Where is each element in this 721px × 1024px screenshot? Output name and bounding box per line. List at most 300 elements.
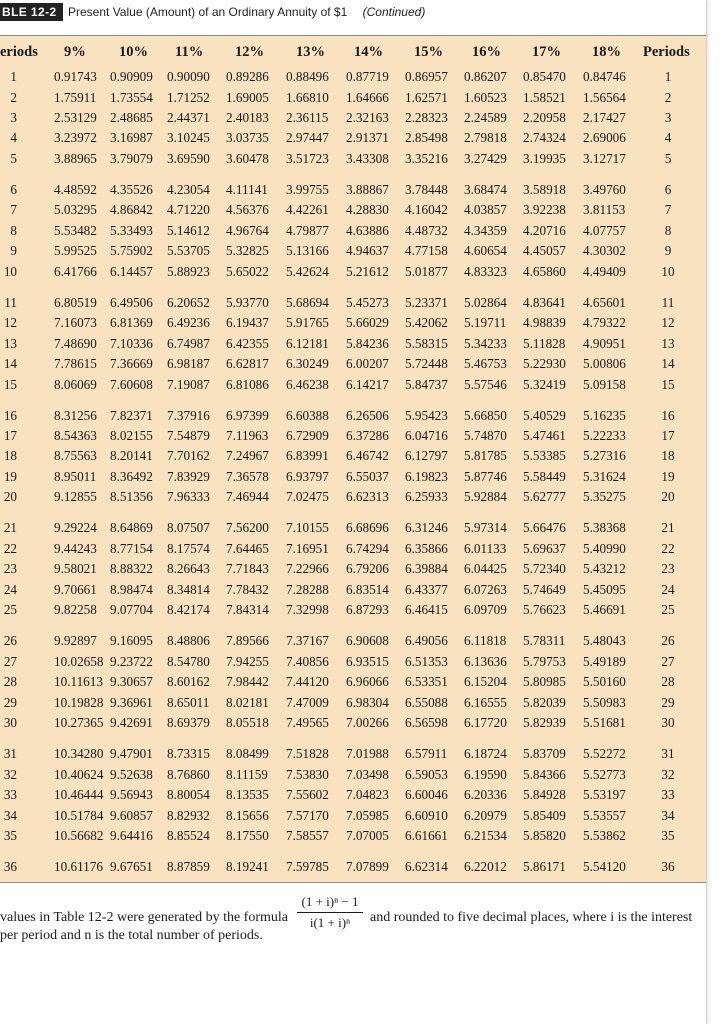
value-cell: 4.11141 [226,181,268,197]
value-cell: 5.33493 [110,222,153,238]
value-cell: 4.23054 [167,181,210,197]
value-cell: 5.57546 [464,376,507,392]
period-cell-right: 22 [661,540,675,556]
value-cell: 7.10155 [286,520,329,536]
value-cell: 6.20979 [464,807,507,823]
header-rate-16: 16% [472,44,501,60]
value-cell: 7.89566 [226,633,269,649]
value-cell: 8.36492 [110,468,153,484]
value-cell: 5.09158 [583,376,626,392]
value-cell: 6.14217 [346,376,389,392]
value-cell: 0.87719 [346,69,389,84]
value-cell: 5.53385 [523,448,566,464]
period-cell-right: 12 [661,315,675,331]
table-row [0,128,706,148]
value-cell: 10.61176 [54,859,103,874]
value-cell: 2.44371 [167,109,210,125]
period-cell-right: 4 [664,130,672,146]
value-cell: 3.19935 [523,150,566,166]
value-cell: 7.83929 [167,468,210,484]
period-cell-left: 11 [4,294,17,310]
value-cell: 4.48732 [405,222,448,238]
value-cell: 7.58557 [286,827,329,843]
period-cell-right: 6 [664,181,672,197]
value-cell: 8.87859 [167,859,210,874]
value-cell: 5.32825 [226,243,269,259]
value-cell: 6.60046 [405,787,448,802]
value-cell: 8.76860 [167,766,210,782]
period-cell-left: 7 [10,202,17,218]
value-cell: 0.91743 [54,69,97,84]
header-rate-12: 12% [235,44,264,60]
value-cell: 5.53862 [583,827,626,843]
value-cell: 8.07507 [167,520,210,536]
value-cell: 1.60523 [464,89,507,105]
value-cell: 5.31624 [583,468,626,484]
value-cell: 6.11818 [464,633,507,649]
value-cell: 8.19241 [226,859,269,874]
value-cell: 5.84737 [405,376,448,392]
value-cell: 7.36669 [110,356,153,371]
value-cell: 5.49189 [583,653,626,669]
value-cell: 7.94255 [226,653,269,669]
value-cell: 6.19823 [405,468,448,484]
value-cell: 7.60608 [110,376,153,392]
value-cell: 3.92238 [523,202,566,218]
header-periods-left: eriods [0,44,38,60]
value-cell: 3.69590 [167,150,210,166]
value-cell: 4.30302 [583,243,626,259]
value-cell: 5.76623 [523,602,566,618]
value-cell: 6.55088 [405,694,448,710]
value-cell: 7.24967 [226,448,269,464]
value-cell: 5.81785 [464,448,507,464]
value-cell: 7.78615 [54,356,97,371]
value-cell: 2.24589 [464,109,507,125]
value-cell: 7.56200 [226,520,269,536]
value-cell: 7.53830 [286,766,329,782]
value-cell: 7.16073 [54,315,97,331]
period-cell-right: 11 [661,294,675,310]
table-row [0,262,706,282]
period-cell-left: 22 [3,540,17,556]
value-cell: 7.28288 [286,581,329,597]
value-cell: 5.97314 [464,520,507,536]
table-row [0,487,706,507]
value-cell: 1.58521 [523,89,566,105]
value-cell: 5.34233 [464,335,507,351]
value-cell: 2.79818 [464,130,507,146]
value-cell: 6.81369 [110,315,153,331]
value-cell: 5.82039 [523,694,566,710]
value-cell: 4.16042 [405,202,448,218]
period-cell-left: 3 [10,109,17,125]
period-cell-right: 34 [661,807,675,823]
table-row [0,149,706,169]
value-cell: 5.19711 [464,315,507,331]
value-cell: 5.00806 [583,356,626,371]
period-cell-left: 10 [3,263,17,279]
value-cell: 9.82258 [54,602,97,618]
value-cell: 7.05985 [346,807,389,823]
value-cell: 9.16095 [110,633,153,649]
table-row [0,293,706,313]
period-cell-right: 27 [661,653,675,669]
value-cell: 6.74294 [346,540,389,556]
value-cell: 5.85409 [523,807,566,823]
period-cell-left: 27 [3,653,17,669]
value-cell: 4.20716 [523,222,566,238]
value-cell: 4.77158 [405,243,448,259]
value-cell: 7.00266 [346,715,389,730]
value-cell: 2.97447 [286,130,329,146]
value-cell: 4.65860 [523,263,566,279]
value-cell: 6.12181 [286,335,329,351]
value-cell: 6.62314 [405,859,448,874]
period-cell-right: 18 [661,448,675,464]
value-cell: 6.07263 [464,581,507,597]
table-row [0,518,706,538]
value-cell: 4.07757 [583,222,626,238]
value-cell: 8.48806 [167,633,210,649]
value-cell: 5.21612 [346,263,389,279]
value-cell: 4.94637 [346,243,389,259]
value-cell: 9.47901 [110,746,153,762]
value-cell: 5.66476 [523,520,566,536]
period-cell-left: 16 [3,407,17,423]
value-cell: 5.75902 [110,243,153,259]
table-top-rule [0,35,706,36]
value-cell: 2.36115 [286,109,329,125]
period-cell-right: 13 [661,335,675,351]
period-cell-right: 32 [661,766,675,782]
period-cell-left: 9 [10,243,17,259]
value-cell: 5.74649 [523,581,566,597]
value-cell: 6.49236 [167,315,210,331]
value-cell: 6.55037 [346,468,389,484]
value-cell: 6.46415 [405,602,448,618]
value-cell: 7.22966 [286,561,329,577]
value-cell: 9.58021 [54,561,97,577]
value-cell: 8.54780 [167,653,210,669]
header-rate-15: 15% [414,44,443,60]
value-cell: 7.55602 [286,787,329,802]
value-cell: 5.45095 [583,581,626,597]
value-cell: 4.79322 [583,315,626,331]
value-cell: 6.87293 [346,602,389,618]
period-cell-left: 20 [3,489,17,505]
period-cell-left: 19 [3,468,17,484]
period-cell-left: 5 [10,150,17,166]
value-cell: 4.49409 [583,263,626,279]
value-cell: 6.51353 [405,653,448,669]
value-cell: 7.40856 [286,653,329,669]
table-title [68,3,425,21]
value-cell: 7.46944 [226,489,269,505]
period-cell-left: 29 [3,694,17,710]
value-cell: 10.02658 [54,653,104,669]
value-cell: 6.53351 [405,674,448,690]
value-cell: 5.62777 [523,489,566,505]
table-row [0,200,706,220]
value-cell: 2.32163 [346,109,389,125]
value-cell: 2.74324 [523,130,566,146]
value-cell: 5.86171 [523,859,566,874]
period-cell-right: 31 [661,746,675,762]
value-cell: 6.37286 [346,428,389,443]
value-cell: 8.80054 [167,787,210,802]
value-cell: 6.01133 [464,540,507,556]
value-cell: 4.35526 [110,181,153,197]
value-cell: 7.78432 [226,581,269,597]
value-cell: 5.16235 [583,407,626,423]
value-cell: 10.11613 [54,674,103,690]
value-cell: 2.85498 [405,130,448,146]
value-cell: 6.46742 [346,448,389,464]
period-cell-right: 15 [661,376,675,392]
value-cell: 6.79206 [346,561,389,577]
value-cell: 6.60910 [405,807,448,823]
value-cell: 2.20958 [523,109,566,125]
formula [297,893,363,932]
value-cell: 5.40990 [583,540,626,556]
value-cell: 8.95011 [54,468,97,484]
value-cell: 3.99755 [286,181,329,197]
value-cell: 3.58918 [523,181,566,197]
value-cell: 5.53705 [167,243,210,259]
header-rate-11: 11% [175,44,204,60]
value-cell: 6.90608 [346,633,389,649]
value-cell: 5.72448 [405,356,448,371]
period-cell-left: 32 [3,766,17,782]
value-cell: 6.83991 [286,448,329,464]
table-row [0,67,706,87]
value-cell: 4.65601 [583,294,626,310]
period-cell-left: 1 [10,69,17,84]
value-cell: 6.42355 [226,335,269,351]
value-cell: 5.47461 [523,428,566,443]
table-row [0,88,706,108]
period-cell-right: 3 [664,109,672,125]
value-cell: 5.14612 [167,222,210,238]
period-cell-right: 35 [661,827,675,843]
value-cell: 7.07899 [346,859,389,874]
value-cell: 1.75911 [54,89,97,105]
value-cell: 8.51356 [110,489,153,505]
value-cell: 0.88496 [286,69,329,84]
header-rate-10: 10% [119,44,148,60]
value-cell: 7.01988 [346,746,389,762]
value-cell: 5.74870 [464,428,507,443]
table-row [0,406,706,426]
value-cell: 5.13166 [286,243,329,259]
table-number-tag: BLE 12-2 [0,3,63,21]
value-cell: 5.58315 [405,335,448,351]
table-row [0,221,706,241]
value-cell: 8.17574 [167,540,210,556]
value-cell: 5.46691 [583,602,626,618]
value-cell: 2.40183 [226,109,269,125]
value-cell: 5.65022 [226,263,269,279]
value-cell: 3.16987 [110,130,153,146]
value-cell: 4.48592 [54,181,97,197]
value-cell: 10.27365 [54,715,104,730]
value-cell: 0.89286 [226,69,269,84]
table-row [0,313,706,333]
footnote [0,893,706,943]
value-cell: 1.73554 [110,89,153,105]
value-cell: 5.66850 [464,407,507,423]
value-cell: 6.15204 [464,674,507,690]
value-cell: 4.56376 [226,202,269,218]
period-cell-right: 21 [661,520,675,536]
period-cell-right: 1 [664,69,672,84]
value-cell: 5.51681 [583,715,626,730]
value-cell: 6.60388 [286,407,329,423]
value-cell: 2.69006 [583,130,626,146]
value-cell: 4.96764 [226,222,269,238]
value-cell: 6.83514 [346,581,389,597]
period-cell-left: 25 [3,602,17,618]
value-cell: 7.51828 [286,746,329,762]
period-cell-right: 2 [664,89,672,105]
period-cell-right: 7 [664,202,672,218]
value-cell: 6.31246 [405,520,448,536]
value-cell: 5.50983 [583,694,626,710]
value-cell: 0.86957 [405,69,448,84]
table-row [0,241,706,261]
period-cell-left: 34 [3,807,17,823]
value-cell: 7.36578 [226,468,269,484]
value-cell: 8.69379 [167,715,210,730]
value-cell: 5.52272 [583,746,626,762]
value-cell: 10.34280 [54,746,104,762]
value-cell: 8.06069 [54,376,97,392]
period-cell-left: 36 [3,859,17,874]
value-cell: 5.69637 [523,540,566,556]
value-cell: 8.65011 [167,694,210,710]
value-cell: 5.42062 [405,315,448,331]
header-rate-13: 13% [296,44,325,60]
value-cell: 3.49760 [583,181,626,197]
value-cell: 3.79079 [110,150,153,166]
period-cell-left: 14 [3,356,17,371]
table-row [0,672,706,692]
value-cell: 5.68694 [286,294,329,310]
value-cell: 5.85820 [523,827,566,843]
footnote-text-after: and rounded to five decimal places, where i is the interest [370,910,693,925]
value-cell: 6.74987 [167,335,210,351]
value-cell: 6.39884 [405,561,448,577]
table-row [0,806,706,826]
value-cell: 4.34359 [464,222,507,238]
value-cell: 3.03735 [226,130,269,146]
table-row [0,426,706,446]
value-cell: 7.04823 [346,787,389,802]
period-cell-left: 24 [3,581,17,597]
period-cell-right: 17 [661,428,675,443]
period-cell-right: 20 [661,489,675,505]
value-cell: 9.12855 [54,489,97,505]
value-cell: 7.37916 [167,407,210,423]
period-cell-left: 21 [3,520,17,536]
value-cell: 0.90909 [110,69,153,84]
value-cell: 1.71252 [167,89,210,105]
value-cell: 5.22233 [583,428,626,443]
value-cell: 2.48685 [110,109,153,125]
value-cell: 10.56682 [54,827,104,843]
value-cell: 8.31256 [54,407,97,423]
value-cell: 6.61661 [405,827,448,843]
value-cell: 0.90090 [167,69,210,84]
period-cell-left: 26 [3,633,17,649]
value-cell: 3.51723 [286,150,329,166]
value-cell: 6.09709 [464,602,507,618]
value-cell: 6.14457 [110,263,153,279]
value-cell: 6.26506 [346,407,389,423]
value-cell: 8.15656 [226,807,269,823]
value-cell: 8.26643 [167,561,210,577]
value-cell: 0.85470 [523,69,566,84]
value-cell: 6.30249 [286,356,329,371]
header-periods-right: Periods [643,44,690,60]
period-cell-right: 10 [661,263,675,279]
table-row [0,826,706,846]
value-cell: 5.72340 [523,561,566,577]
period-cell-right: 9 [664,243,672,259]
value-cell: 9.36961 [110,694,153,710]
value-cell: 9.23722 [110,653,153,669]
value-cell: 6.35866 [405,540,448,556]
value-cell: 5.45273 [346,294,389,310]
value-cell: 6.93515 [346,653,389,669]
value-cell: 7.57170 [286,807,329,823]
table-row [0,375,706,395]
value-cell: 2.53129 [54,109,97,125]
value-cell: 9.44243 [54,540,97,556]
value-cell: 5.84236 [346,335,389,351]
table-row [0,446,706,466]
value-cell: 6.20336 [464,787,507,802]
value-cell: 1.56564 [583,89,626,105]
value-cell: 5.87746 [464,468,507,484]
value-cell: 4.98839 [523,315,566,331]
value-cell: 7.49565 [286,715,329,730]
period-cell-left: 28 [3,674,17,690]
value-cell: 5.43212 [583,561,626,577]
value-cell: 4.45057 [523,243,566,259]
value-cell: 3.88965 [54,150,97,166]
value-cell: 8.13535 [226,787,269,802]
value-cell: 3.78448 [405,181,448,197]
value-cell: 6.46238 [286,376,329,392]
period-cell-left: 12 [3,315,17,331]
value-cell: 5.03295 [54,202,97,218]
value-cell: 9.92897 [54,633,97,649]
value-cell: 7.84314 [226,602,269,618]
value-cell: 7.96333 [167,489,210,505]
value-cell: 4.42261 [286,202,329,218]
value-cell: 5.80985 [523,674,566,690]
value-cell: 7.64465 [226,540,269,556]
formula-bar [297,912,363,913]
value-cell: 7.11963 [226,428,269,443]
value-cell: 8.85524 [167,827,210,843]
value-cell: 8.64869 [110,520,153,536]
value-cell: 8.02181 [226,694,269,710]
period-cell-left: 15 [3,376,17,392]
table-row [0,180,706,200]
